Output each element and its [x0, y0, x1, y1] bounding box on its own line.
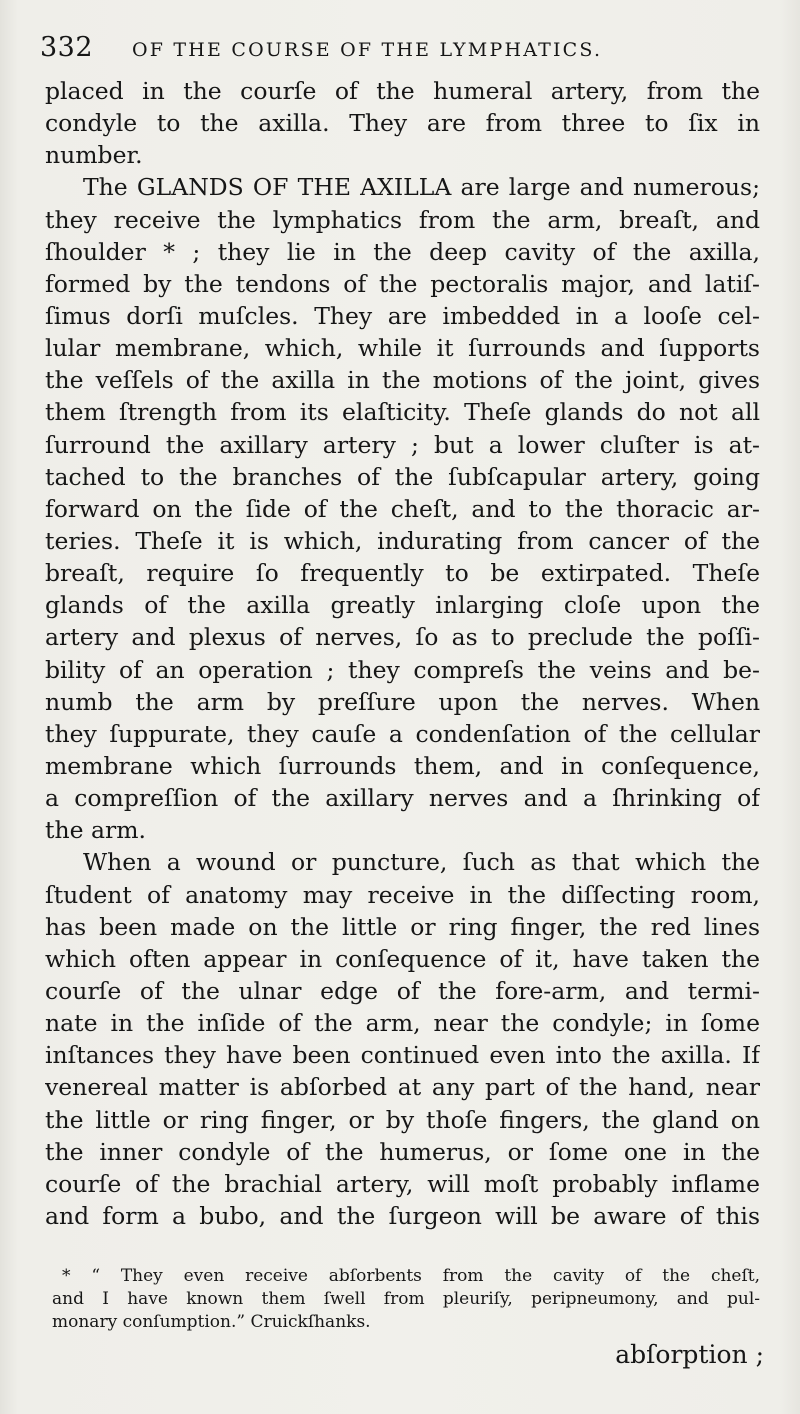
text-line: courſe of the ulnar edge of the fore-arm, and termi- — [45, 976, 760, 1005]
text-line: formed by the tendons of the pectoralis major, and latiſ- — [45, 269, 760, 298]
text-line: bility of an operation ; they compreſs the veins and be- — [45, 655, 760, 684]
text-line: the veſſels of the axilla in the motions of the joint, gives — [45, 366, 760, 395]
catchword: abſorption ; — [615, 1340, 764, 1369]
running-head: OF THE COURSE OF THE LYMPHATICS. — [132, 39, 603, 61]
text-line: has been made on the little or ring finger, the red lines — [45, 912, 760, 941]
footnote — [52, 1265, 760, 1334]
text-line: number. — [45, 141, 143, 170]
text-line: they receive the lymphatics from the arm, breaſt, and — [45, 205, 760, 234]
text-line: lular membrane, which, while it ſurrounds and ſupports — [45, 334, 760, 363]
text-line: ſurround the axillary artery ; but a lower cluſter is at- — [45, 430, 760, 459]
text-line: the inner condyle of the humerus, or ſome one in the — [45, 1137, 760, 1166]
page-number: 332 — [40, 32, 94, 63]
text-line: they ſuppurate, they cauſe a condenſation of the cellular — [45, 719, 760, 748]
footnote-line: * “ They even receive abſorbents from the cavity of the cheſt, — [62, 1266, 760, 1286]
text-line: condyle to the axilla. They are from three to ſix in — [45, 109, 760, 138]
paragraph-start-line: When a wound or puncture, ſuch as that which the — [83, 848, 760, 877]
text-line: ſhoulder * ; they lie in the deep cavity of the axilla, — [45, 237, 760, 266]
text-line: numb the arm by preſſure upon the nerves. When — [45, 687, 760, 716]
text-line: which often appear in conſequence of it, have taken the — [45, 944, 760, 973]
text-line: the little or ring finger, or by thoſe fingers, the gland on — [45, 1105, 760, 1134]
text-line: a compreſſion of the axillary nerves and a ſhrinking of — [45, 784, 760, 813]
text-line: courſe of the brachial artery, will moſt probably inflame — [45, 1169, 760, 1198]
text-line: nate in the inſide of the arm, near the condyle; in ſome — [45, 1009, 760, 1038]
text-line: forward on the ſide of the cheſt, and to the thoracic ar- — [45, 494, 760, 523]
text-line: artery and plexus of nerves, ſo as to preclude the poſſi- — [45, 623, 760, 652]
text-line: inſtances they have been continued even into the axilla. If — [45, 1041, 760, 1070]
text-line: venereal matter is abſorbed at any part of the hand, near — [45, 1073, 760, 1102]
text-line: ſimus dorſi muſcles. They are imbedded in a looſe cel- — [45, 301, 760, 330]
text-line: teries. Theſe it is which, indurating from cancer of the — [45, 526, 760, 555]
footnote-line: monary conſumption.” Cruickſhanks. — [52, 1312, 371, 1332]
text-line: placed in the courſe of the humeral artery, from the — [45, 77, 760, 105]
body-text — [45, 75, 760, 1232]
text-line: and form a bubo, and the ſurgeon will be aware of this — [45, 1201, 760, 1230]
footnote-line: and I have known them ſwell from pleuriſy, peripneumony, and pul- — [52, 1289, 760, 1309]
text-line: ſtudent of anatomy may receive in the diſſecting room, — [45, 880, 760, 909]
text-line: the arm. — [45, 816, 146, 845]
page-header — [40, 32, 760, 72]
paragraph-start-line: The GLANDS OF THE AXILLA are large and numerous; — [83, 173, 760, 202]
text-line: tached to the branches of the ſubſcapular artery, going — [45, 462, 760, 491]
text-line: breaſt, require ſo frequently to be extirpated. Theſe — [45, 559, 760, 588]
text-line: membrane which ſurrounds them, and in conſequence, — [45, 751, 760, 780]
text-line: glands of the axilla greatly inlarging cloſe upon the — [45, 591, 760, 620]
text-line: them ſtrength from its elaſticity. Theſe glands do not all — [45, 398, 760, 427]
